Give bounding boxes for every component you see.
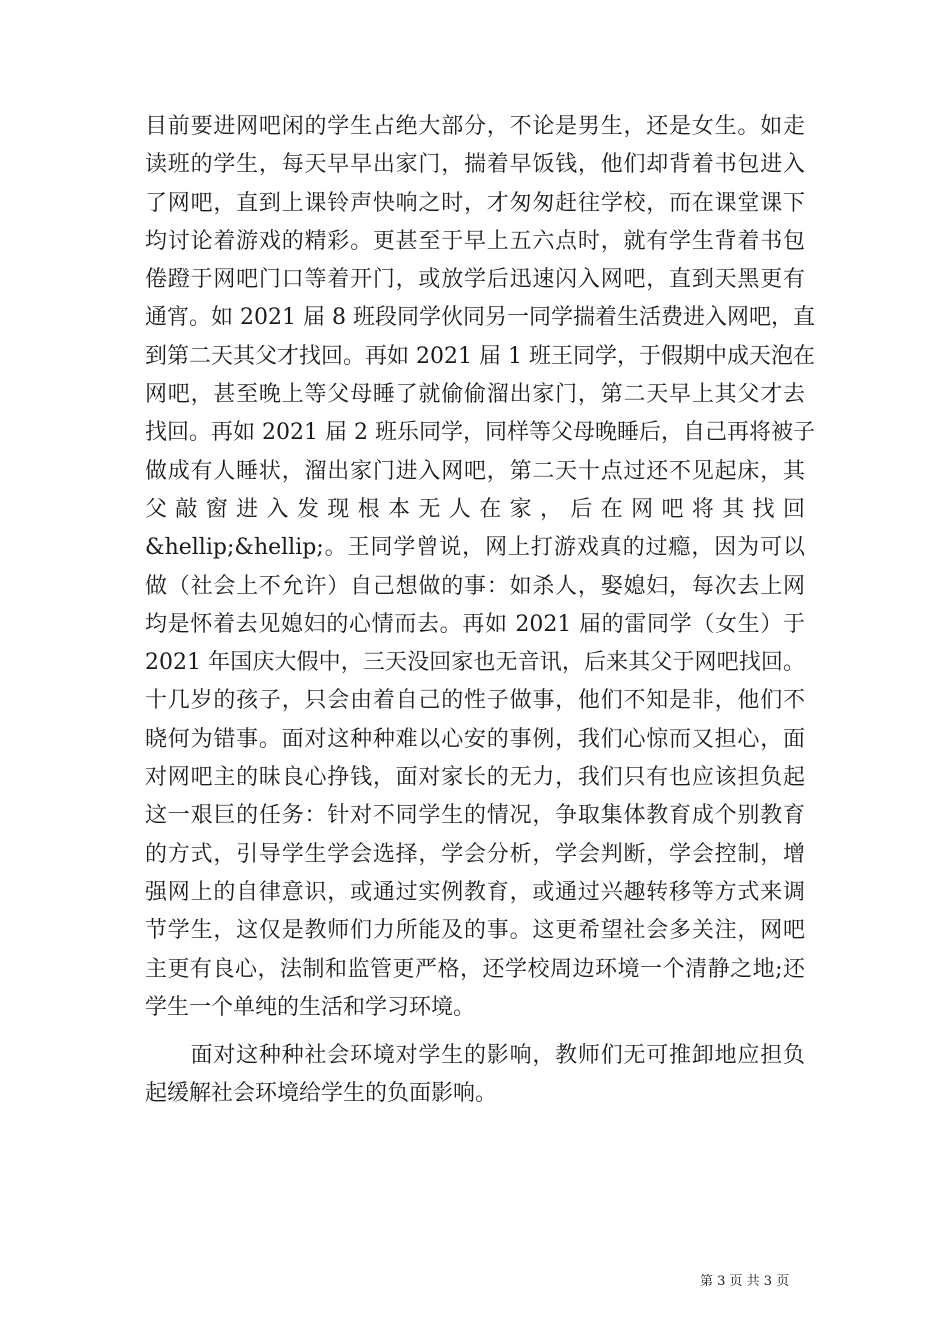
page-number-footer: 第 3 页 共 3 页 — [700, 1274, 790, 1289]
document-body — [145, 108, 815, 1114]
text-line: 学生一个单纯的生活和学习环境。 — [145, 994, 476, 1020]
text-line: 网吧，甚至晚上等父母睡了就偷偷溜出家门，第二天早上其父才去 — [145, 382, 805, 408]
paragraph-2 — [145, 1037, 805, 1114]
text-line: 节学生，这仅是教师们力所能及的事。这更希望社会多关注，网吧 — [145, 918, 805, 944]
text-line: 父 敲 窗 进 入 发 现 根 本 无 人 在 家 ， 后 在 网 吧 将 其 找 回 — [145, 496, 805, 522]
text-line: 到第二天其父才找回。再如 2021 届 1 班王同学，于假期中成天泡在 — [145, 343, 815, 369]
text-line: 均是怀着去见媳妇的心情而去。再如 2021 届的雷同学（女生）于 — [145, 611, 805, 637]
text-line: 这一艰巨的任务：针对不同学生的情况，争取集体教育成个别教育 — [145, 803, 805, 829]
text-line: 对网吧主的昧良心挣钱，面对家长的无力，我们只有也应该担负起 — [145, 765, 805, 791]
text-line: 主更有良心，法制和监管更严格，还学校周边环境一个清静之地;还 — [145, 956, 805, 982]
text-line: 通宵。如 2021 届 8 班段同学伙同另一同学揣着生活费进入网吧，直 — [145, 305, 815, 331]
text-line: 读班的学生，每天早早出家门，揣着早饭钱，他们却背着书包进入 — [145, 152, 805, 178]
text-line: 晓何为错事。面对这种种难以心安的事例，我们心惊而又担心，面 — [145, 726, 805, 752]
paragraph-gap — [145, 1027, 805, 1037]
text-line: 倦蹬于网吧门口等着开门，或放学后迅速闪入网吧，直到天黑更有 — [145, 267, 805, 293]
text-line: 做成有人睡状，溜出家门进入网吧，第二天十点过还不见起床，其 — [145, 458, 805, 484]
text-line: 十几岁的孩子，只会由着自己的性子做事，他们不知是非，他们不 — [145, 688, 805, 714]
paragraph-1 — [145, 108, 815, 1027]
text-line: 目前要进网吧闲的学生占绝大部分，不论是男生，还是女生。如走 — [145, 114, 805, 139]
text-line: 面对这种种社会环境对学生的影响，教师们无可推卸地应担负 — [145, 1043, 805, 1069]
text-line: 的方式，引导学生学会选择，学会分析，学会判断，学会控制，增 — [145, 841, 805, 867]
text-line: &hellip;&hellip;。王同学曾说，网上打游戏真的过瘾，因为可以 — [145, 535, 805, 561]
text-line: 2021 年国庆大假中，三天没回家也无音讯，后来其父于网吧找回。 — [145, 650, 805, 676]
text-line: 起缓解社会环境给学生的负面影响。 — [145, 1081, 498, 1107]
text-line: 均讨论着游戏的精彩。更甚至于早上五六点时，就有学生背着书包 — [145, 228, 805, 254]
text-line: 做（社会上不允许）自己想做的事：如杀人，娶媳妇，每次去上网 — [145, 573, 805, 599]
text-line: 找回。再如 2021 届 2 班乐同学，同样等父母晚睡后，自己再将被子 — [145, 420, 815, 446]
text-line: 强网上的自律意识，或通过实例教育，或通过兴趣转移等方式来调 — [145, 879, 805, 905]
text-line: 了网吧，直到上课铃声快响之时，才匆匆赶往学校，而在课堂课下 — [145, 190, 805, 216]
